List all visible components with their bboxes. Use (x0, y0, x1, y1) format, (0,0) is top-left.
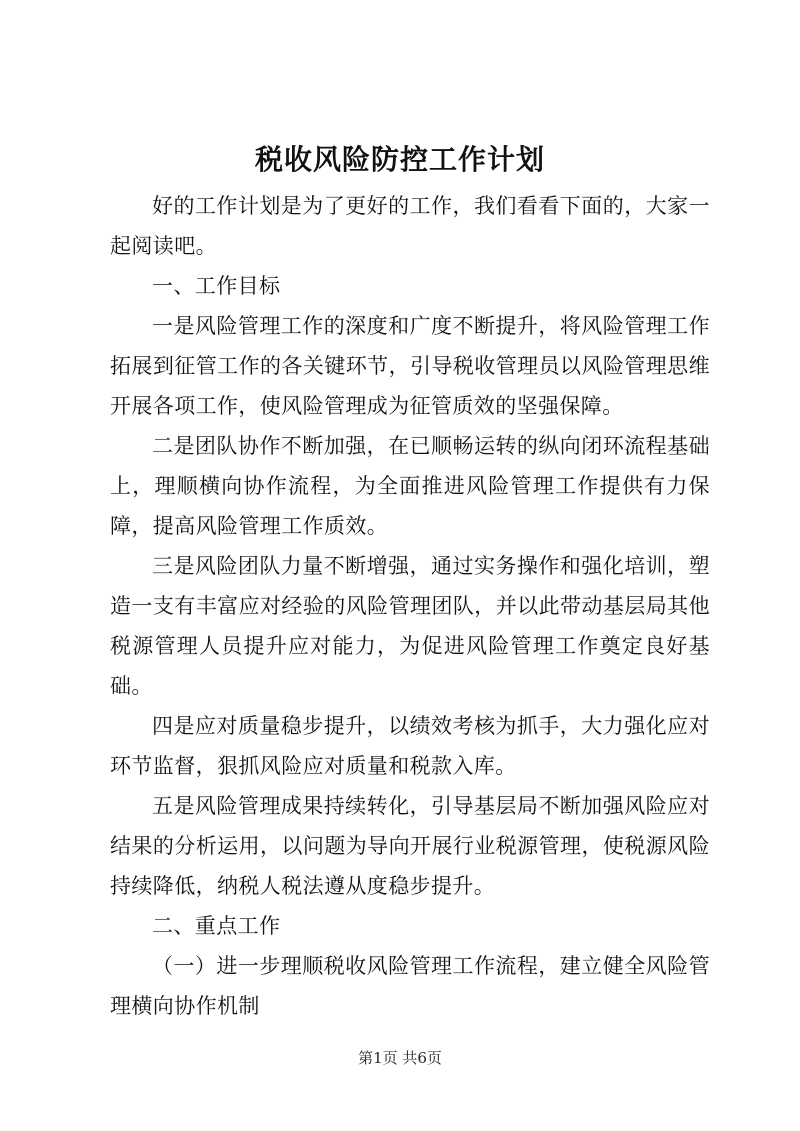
document-body (110, 186, 710, 1026)
section-heading-goals: 一、工作目标 (152, 274, 281, 298)
key-work-item-1: （一）进一步理顺税收风险管理工作流程，建立健全风险管理横向协作机制 (110, 954, 710, 1018)
goal-paragraph-3: 三是风险团队力量不断增强，通过实务操作和强化培训，塑造一支有丰富应对经验的风险管理团队，并以此带动基层局其他税源管理人员提升应对能力，为促进风险管理工作奠定良好基础。 (110, 554, 710, 698)
goal-paragraph-5: 五是风险管理成果持续转化，引导基层局不断加强风险应对结果的分析运用，以问题为导向开展行业税源管理，使税源风险持续降低，纳税人税法遵从度稳步提升。 (110, 794, 710, 898)
goal-paragraph-2: 二是团队协作不断加强，在已顺畅运转的纵向闭环流程基础上，理顺横向协作流程，为全面推进风险管理工作提供有力保障，提高风险管理工作质效。 (110, 434, 710, 538)
document-title: 税收风险防控工作计划 (254, 143, 545, 176)
intro-paragraph: 好的工作计划是为了更好的工作，我们看看下面的，大家一起阅读吧。 (110, 194, 710, 258)
page-number-footer: 第1页 共6页 (358, 1049, 442, 1067)
section-heading-key-work: 二、重点工作 (152, 914, 281, 938)
goal-paragraph-4: 四是应对质量稳步提升，以绩效考核为抓手，大力强化应对环节监督，狠抓风险应对质量和税款入库。 (110, 714, 710, 778)
goal-paragraph-1: 一是风险管理工作的深度和广度不断提升，将风险管理工作拓展到征管工作的各关键环节，引导税收管理员以风险管理思维开展各项工作，使风险管理成为征管质效的坚强保障。 (110, 314, 710, 418)
